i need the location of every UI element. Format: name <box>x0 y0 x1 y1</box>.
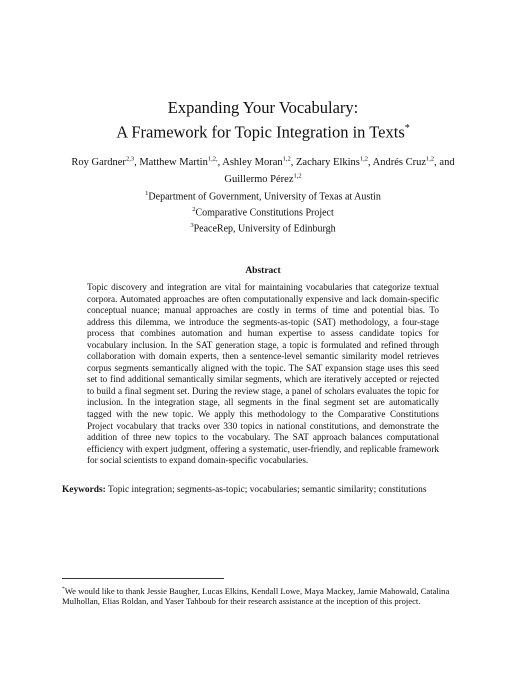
affiliation-marker: 3 <box>190 221 194 229</box>
author <box>222 157 296 168</box>
author-name: Guillermo Pérez <box>224 174 294 185</box>
author-affiliation-marker: 1,2 <box>282 155 291 162</box>
affiliation <box>60 204 466 220</box>
title-line-2-text: A Framework for Topic Integration in Texts <box>116 122 405 142</box>
title-footnote-marker: * <box>404 123 410 134</box>
paper-title <box>40 97 486 143</box>
affiliation-text: Department of Government, University of Texas at Austin <box>148 191 381 203</box>
abstract-heading: Abstract <box>245 266 281 276</box>
title-line-2 <box>40 118 486 143</box>
affiliation <box>60 188 466 204</box>
author <box>224 174 301 185</box>
author-separator: , <box>290 156 297 168</box>
author-affiliation-marker: 1,2 <box>359 155 368 162</box>
author <box>296 157 373 168</box>
abstract-body: Topic discovery and integration are vital for maintaining vocabularies that categorize textual corpora. Automated approaches are often computationally expensive and lack domain-specific conceptual nuance; manual approaches are costly in terms of time and potential bias. To address this dilemma, we introduce the segments-as-topic (SAT) methodology, a four-stage process that combines automation and human expertise to assess candidate topics for vocabulary inclusion. In the SAT generation stage, a topic is formulated and refined through collaboration with domain experts, then a sentence-level semantic similarity model retrieves corpus segments semantically aligned with the topic. The SAT expansion stage uses this seed set to find additional semantically similar segments, which are iteratively accepted or rejected to build a final segment set. During the review stage, a panel of scholars evaluates the topic for inclusion. In the integration stage, all segments in the final segment set are automatically tagged with the new topic. We apply this methodology to the Comparative Constitutions Project vocabulary that tracks over 330 topics in national constitutions, and demonstrate the addition of three new topics to the vocabulary. The SAT approach balances computational efficiency with expert judgment, offering a systematic, user-friendly, and replicable framework for social scientists to expand domain-specific vocabularies. <box>87 282 439 466</box>
author-name: Andrés Cruz <box>372 156 427 168</box>
author-name: Roy Gardner <box>71 156 126 168</box>
title-line-1: Expanding Your Vocabulary: <box>167 98 359 117</box>
affiliation-text: PeaceRep, University of Edinburgh <box>193 222 336 234</box>
author-separator: , <box>217 156 223 168</box>
keywords <box>62 484 486 496</box>
author-separator: , <box>134 156 140 168</box>
author <box>71 157 139 168</box>
affiliation-marker: 2 <box>192 205 196 213</box>
author-affiliation-marker: 1,2 <box>293 172 302 180</box>
affiliation-text: Comparative Constitutions Project <box>195 207 334 219</box>
author-name: Matthew Martin <box>139 156 208 168</box>
footnote <box>62 584 466 607</box>
author-name: Ashley Moran <box>222 156 283 168</box>
affiliation-marker: 1 <box>145 190 149 197</box>
author-list <box>50 152 476 187</box>
keywords-text: Topic integration; segments-as-topic; vocabularies; semantic similarity; constitutions <box>107 485 427 495</box>
author <box>139 157 222 168</box>
affiliation <box>60 220 466 236</box>
author-affiliation-marker: 1,2, <box>207 155 218 162</box>
author-affiliation-marker: 1,2 <box>426 155 435 162</box>
author-separator: , <box>368 156 373 168</box>
author-separator: , and <box>434 156 455 168</box>
footnote-rule <box>62 578 224 579</box>
keywords-label: Keywords: <box>62 485 106 495</box>
affiliation-list <box>60 188 466 235</box>
author-affiliation-marker: 2,3 <box>125 155 135 162</box>
footnote-marker: * <box>62 586 65 592</box>
footnote-text: We would like to thank Jessie Baugher, Lucas Elkins, Kendall Lowe, Maya Mackey, Jamie Mahowald, Catalina Mulhollan, Elias Roldan, and Yaser Tahboub for their research assistance at the inception of this project. <box>62 585 450 607</box>
author-name: Zachary Elkins <box>296 156 360 168</box>
author <box>373 157 455 168</box>
